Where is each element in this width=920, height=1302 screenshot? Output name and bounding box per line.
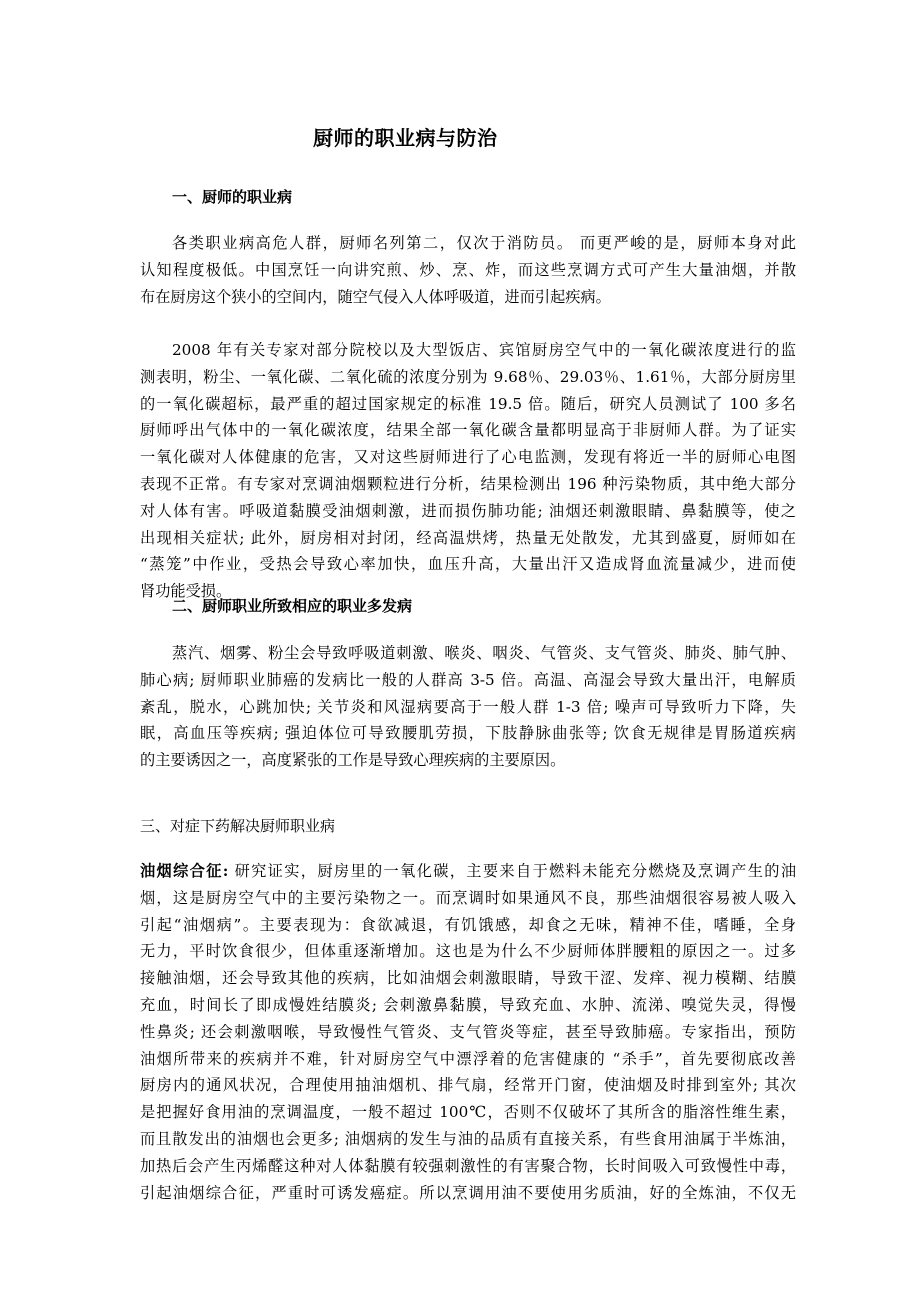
paragraph-line: 表现不正常。有专家对烹调油烟颗粒进行分析，结果检测出 196 种污染物质，其中绝大部分 [140, 474, 796, 493]
paragraph-line: 的主要诱因之一，高度紧张的工作是导致心理疾病的主要原因。 [140, 751, 566, 770]
paragraph-line: 引起“油烟病”。主要表现为：食欲减退，有饥饿感，却食之无味，精神不佳，嗜睡，全身 [140, 915, 796, 934]
paragraph-line: 烟，这是厨房空气中的主要污染物之一。而烹调时如果通风不良，那些油烟很容易被人吸入 [140, 888, 796, 907]
lead-term: 油烟综合征: [140, 862, 229, 880]
paragraph-line: “蒸笼”中作业，受热会导致心率加快，血压升高，大量出汗又造成肾血流量减少，进而使 [140, 555, 796, 574]
paragraph-line: 一氧化碳对人体健康的危害，又对这些厨师进行了心电监测，发现有将近一半的厨师心电图 [140, 448, 796, 467]
paragraph-line: 肾功能受损。 [140, 582, 232, 601]
paragraph-line: 出现相关症状; 此外，厨房相对封闭，经高温烘烤，热量无处散发，尤其到盛夏，厨师如在 [140, 528, 796, 547]
paragraph-line: 肺心病; 厨师职业肺癌的发病比一般的人群高 3-5 倍。高温、高湿会导致大量出汗，电解质 [140, 670, 796, 689]
paragraph-line: 眠，高血压等疾病; 强迫体位可导致腰肌劳损，下肢静脉曲张等; 饮食无规律是胃肠道疾病 [140, 724, 796, 743]
paragraph-line: 无力，平时饮食很少，但体重逐渐增加。这也是为什么不少厨师体胖腰粗的原因之一。过多 [140, 942, 796, 961]
section-1-paragraph-2 [140, 337, 796, 605]
paragraph-line: 各类职业病高危人群，厨师名列第二，仅次于消防员。 而更严峻的是，厨师本身对此 [172, 234, 796, 252]
paragraph-line [140, 858, 796, 885]
paragraph-line: 布在厨房这个狭小的空间内，随空气侵入人体呼吸道，进而引起疾病。 [140, 287, 611, 306]
paragraph-line: 认知程度极低。中国烹饪一向讲究煎、炒、烹、炸，而这些烹调方式可产生大量油烟，并散 [140, 260, 796, 279]
section-3-heading: 三、对症下药解决厨师职业病 [140, 817, 336, 835]
section-2-paragraph [140, 640, 796, 774]
paragraph-line: 接触油烟，还会导致其他的疾病，比如油烟会刺激眼睛，导致干涩、发痒、视力模糊、结膜 [140, 969, 796, 988]
paragraph-line: 油烟所带来的疾病并不难，针对厨房空气中漂浮着的危害健康的 “杀手”，首先要彻底改善 [140, 1049, 796, 1068]
paragraph-line: 厨房内的通风状况，合理使用抽油烟机、排气扇，经常开门窗，使油烟及时排到室外; 其次 [140, 1076, 796, 1095]
section-3-paragraph [140, 858, 796, 1206]
paragraph-line: 加热后会产生丙烯醛这种对人体黏膜有较强刺激性的有害聚合物，长时间吸入可致慢性中毒， [140, 1156, 796, 1175]
paragraph-line: 2008 年有关专家对部分院校以及大型饭店、宾馆厨房空气中的一氧化碳浓度进行的监 [172, 341, 796, 359]
paragraph-line: 是把握好食用油的烹调温度，一般不超过 100℃，否则不仅破坏了其所含的脂溶性维生素， [140, 1103, 796, 1122]
paragraph-line: 紊乱，脱水，心跳加快; 关节炎和风湿病要高于一般人群 1-3 倍; 噪声可导致听力下降，失 [140, 697, 796, 716]
paragraph-line: 测表明，粉尘、一氧化碳、二氧化硫的浓度分别为 9.68％、29.03％、1.61％，大部分厨房里 [140, 367, 796, 386]
paragraph-lines [140, 885, 796, 1207]
paragraph-line: 对人体有害。呼吸道黏膜受油烟刺激，进而损伤肺功能; 油烟还刺激眼睛、鼻黏膜等，使之 [140, 501, 796, 520]
paragraph-line: 的一氧化碳超标，最严重的超过国家规定的标准 19.5 倍。随后，研究人员测试了 100 多名 [140, 394, 796, 413]
paragraph-line: 性鼻炎; 还会刺激咽喉，导致慢性气管炎、支气管炎等症，甚至导致肺癌。专家指出，预防 [140, 1022, 796, 1041]
paragraph-line: 充血，时间长了即成慢姓结膜炎; 会刺激鼻黏膜，导致充血、水肿、流涕、嗅觉失灵，得慢 [140, 995, 796, 1014]
section-1-paragraph-1 [140, 230, 796, 310]
section-1-heading: 一、厨师的职业病 [172, 188, 293, 206]
document-title: 厨师的职业病与防治 [313, 126, 498, 150]
line-text: 研究证实，厨房里的一氧化碳，主要来自于燃料未能充分燃烧及烹调产生的油 [228, 862, 797, 880]
section-2-heading: 二、厨师职业所致相应的职业多发病 [172, 597, 413, 615]
paragraph-line: 蒸汽、烟雾、粉尘会导致呼吸道刺激、喉炎、咽炎、气管炎、支气管炎、肺炎、肺气肿、 [172, 644, 796, 662]
paragraph-line: 引起油烟综合征，严重时可诱发癌症。所以烹调用油不要使用劣质油，好的全炼油，不仅无 [140, 1183, 796, 1202]
paragraph-line: 厨师呼出气体中的一氧化碳浓度，结果全部一氧化碳含量都明显高于非厨师人群。为了证实 [140, 421, 796, 440]
paragraph-line: 而且散发出的油烟也会更多; 油烟病的发生与油的品质有直接关系，有些食用油属于半炼油， [140, 1129, 796, 1148]
